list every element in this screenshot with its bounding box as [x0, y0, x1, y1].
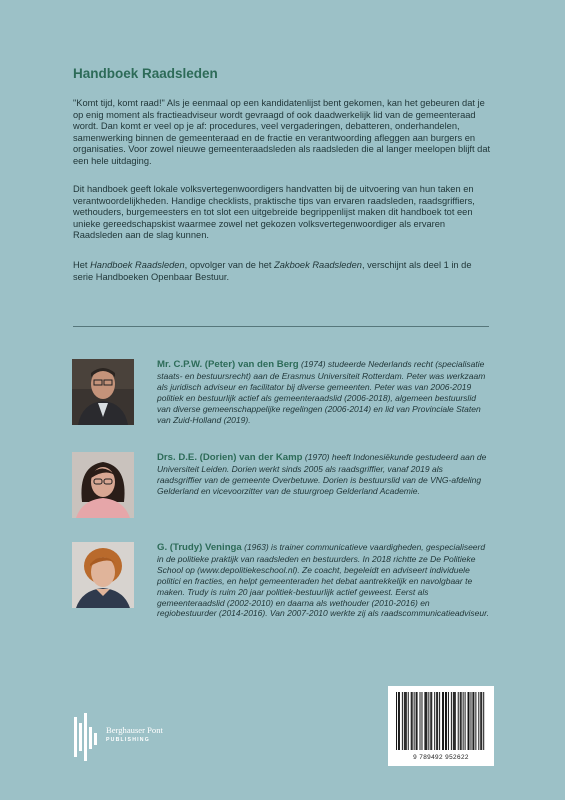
book-title: Handboek Raadsleden [73, 66, 218, 81]
barcode-bar [416, 692, 417, 750]
barcode-bar [446, 692, 447, 750]
author-photo-dorien [72, 452, 134, 518]
intro-paragraph-3: Het Handboek Raadsleden, opvolger van de het Zakboek Raadsleden, verschijnt als deel 1 in de serie Handboeken Openbaar Bestuur. [73, 260, 472, 282]
author-bio-peter: Mr. C.P.W. (Peter) van den Berg (1974) studeerde Nederlands recht (specialisatie staats- en bestuursrecht) aan de Erasmus Universiteit Rotterdam. Peter was werkzaam als juridisch adviseur en facilitator bij diverse gemeenten. Peter was van 2006-2019 politiek en bestuurlijk actief als gemeenteraadslid (2006-2018), algemeen bestuurslid van diverse gemeenschappelijke regelingen (2006-2014) en lid van Provinciale Staten van Zuid-Holland (2019). [157, 359, 486, 425]
barcode-bar [436, 692, 437, 750]
barcode-bar [425, 692, 426, 750]
barcode-bar [417, 692, 418, 750]
author-name-peter: Mr. C.P.W. (Peter) van den Berg [157, 359, 299, 370]
barcode-bar [461, 692, 462, 750]
barcode-bar [408, 692, 409, 750]
barcode-bar [421, 692, 422, 750]
barcode-bar [437, 692, 438, 750]
publisher-subtitle: PUBLISHING [106, 737, 150, 743]
barcode-bar [460, 692, 461, 750]
publisher-logo [72, 713, 182, 761]
barcode-bar [470, 692, 471, 750]
barcode-bar [478, 692, 479, 750]
barcode-bar [434, 692, 435, 750]
barcode-bar [426, 692, 427, 750]
intro-paragraph-1: "Komt tijd, komt raad!" Als je eenmaal op een kandidatenlijst bent gekomen, kan het gebeuren dat je op enig moment als fractieadviseur wordt gevraagd of ook daadwerkelijk lid van de gemeenteraad wordt. Dan komt er veel op je af: procedures, veel vergaderingen, debatteren, onderhandelen, samenwerking binnen de gemeenteraad en de fractie en verantwoording afleggen aan burgers en organisaties. Voor zowel nieuwe gemeenteraadsleden als raadsleden die al langer meelopen blijft dat een hele uitdaging. [73, 98, 491, 166]
author-bio-dorien: Drs. D.E. (Dorien) van der Kamp (1970) heeft Indonesiëkunde gestudeerd aan de Universiteit Leiden. Dorien werkt sinds 2005 als raadsgriffier, vanaf 2019 als raadsgriffier van de gemeente Overbetuwe. Dorien is bestuurslid van de VNG-afdeling Gelderland en vicevoorzitter van de stuurgroep Gelderland Academie. [157, 452, 487, 496]
barcode-bar [412, 692, 413, 750]
barcode-bar [404, 692, 405, 750]
barcode-bar [458, 692, 459, 750]
barcode-bar [414, 692, 415, 750]
publisher-mark-icon [72, 713, 102, 761]
barcode-bar [411, 692, 412, 750]
barcode-bar [454, 692, 455, 750]
intro-paragraph-2: Dit handboek geeft lokale volksvertegenwoordigers handvatten bij de uitvoering van hun taken en verantwoordelijkheden. Handige checklists, praktische tips van ervaren raadsleden, raadsgriffiers, wethouders, burgemeesters en tot slot een uitgebreide begrippenlijst maken dit handboek tot een unieke gereedschapskist waarmee zowel net gekozen volksvertegenwoordiger als ervaren Raadsleden aan de slag kunnen. [73, 184, 475, 241]
barcode-bar [468, 692, 469, 750]
barcode-bar [424, 692, 425, 750]
barcode-bar [473, 692, 474, 750]
barcode-bar [481, 692, 482, 750]
isbn-number: 9 789492 952622 [413, 754, 469, 761]
barcode-bar [405, 692, 406, 750]
barcode-bar [463, 692, 464, 750]
barcode-bar [443, 692, 444, 750]
barcode-bar [453, 692, 454, 750]
barcode-bar [465, 692, 466, 750]
barcode-bar [396, 692, 397, 750]
author-photo-peter [72, 359, 134, 425]
publisher-name: Berghauser Pont [106, 725, 163, 735]
barcode-bar [420, 692, 421, 750]
barcode-bar [445, 692, 446, 750]
barcode-bar [430, 692, 431, 750]
barcode-bar [428, 692, 429, 750]
barcode-bar [475, 692, 476, 750]
author-name-trudy: G. (Trudy) Veninga [157, 542, 242, 553]
barcode-bar [448, 692, 449, 750]
barcode-bar [480, 692, 481, 750]
author-bio-trudy: G. (Trudy) Veninga (1963) is trainer communicatieve vaardigheden, gespecialiseerd in de politieke praktijk van raadsleden en bestuurders. In 2018 richtte ze De Politieke School op (www.depolitiekeschool.nl). Ze coacht, begeleidt en adviseert individuele politici en fracties, en helpt gemeenteraden het debat aantrekkelijk en navolgbaar te maken. Trudy is ruim 20 jaar politiek-bestuurlijk actief geweest. Eerst als gemeenteraadslid (2002-2010) en daarna als wethouder (2010-2016) en regiobestuurder (2014-2016). Van 2007-2010 werkte zij als raadscommunicatieadviseur. [157, 542, 489, 619]
barcode-bar [406, 692, 407, 750]
author-name-dorien: Drs. D.E. (Dorien) van der Kamp [157, 452, 303, 463]
barcode-bar [469, 692, 470, 750]
isbn-barcode [388, 686, 494, 766]
barcode-bar [472, 692, 473, 750]
barcode-bar [431, 692, 432, 750]
author-photo-trudy [72, 542, 134, 608]
barcode-bar [439, 692, 440, 750]
barcode-bar [398, 692, 399, 750]
barcode-bar [455, 692, 456, 750]
barcode-bar [402, 692, 403, 750]
barcode-bar [451, 692, 452, 750]
barcode-bars [388, 686, 494, 752]
barcode-bar [442, 692, 443, 750]
barcode-bar [399, 692, 400, 750]
section-divider [73, 326, 489, 327]
barcode-bar [483, 692, 484, 750]
